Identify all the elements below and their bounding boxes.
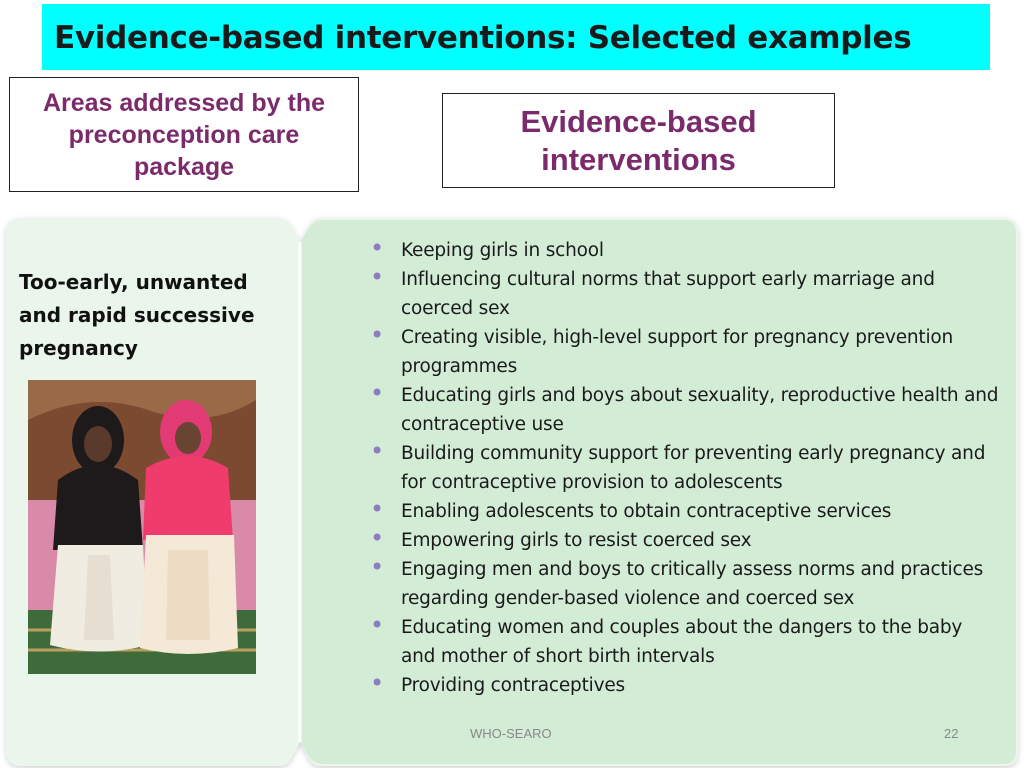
evidence-header-label: Evidence-based interventions	[520, 103, 757, 177]
areas-header-box	[9, 77, 359, 192]
intervention-text: Engaging men and boys to critically assess norms and practices regarding gender-based violence and coerced sex	[401, 559, 984, 609]
areas-header-label: Areas addressed by the preconception care package	[42, 88, 326, 181]
intervention-text: Influencing cultural norms that support early marriage and coerced sex	[401, 269, 935, 319]
interventions-list	[370, 236, 1000, 700]
page-number: 22	[944, 726, 959, 741]
title-bar	[42, 4, 990, 70]
list-item	[370, 323, 1000, 381]
evidence-header-box	[442, 93, 835, 188]
intervention-text: Empowering girls to resist coerced sex	[401, 530, 752, 551]
list-item	[370, 497, 1000, 526]
area-heading: Too-early, unwanted and rapid successive pregnancy	[19, 270, 255, 360]
bullet-icon: •	[370, 437, 384, 465]
list-item	[370, 613, 1000, 671]
list-item	[370, 265, 1000, 323]
intervention-text: Educating girls and boys about sexuality, reproductive health and contraceptive use	[401, 385, 999, 435]
bullet-icon: •	[370, 669, 384, 697]
photo-two-girls	[28, 380, 256, 674]
intervention-text: Educating women and couples about the dangers to the baby and mother of short birth intervals	[401, 617, 963, 667]
list-item	[370, 671, 1000, 700]
slide-title: Evidence-based interventions: Selected examples	[54, 20, 912, 56]
list-item	[370, 526, 1000, 555]
bullet-icon: •	[370, 234, 384, 262]
intervention-text: Enabling adolescents to obtain contraceptive services	[401, 501, 892, 522]
bullet-icon: •	[370, 553, 384, 581]
bullet-icon: •	[370, 263, 384, 291]
bullet-icon: •	[370, 379, 384, 407]
intervention-text: Keeping girls in school	[401, 240, 604, 261]
bullet-icon: •	[370, 611, 384, 639]
bullet-icon: •	[370, 524, 384, 552]
bullet-icon: •	[370, 321, 384, 349]
intervention-text: Building community support for preventing early pregnancy and for contraceptive provision to adolescents	[401, 443, 986, 493]
bullet-icon: •	[370, 495, 384, 523]
intervention-text: Creating visible, high-level support for pregnancy prevention programmes	[401, 327, 954, 377]
list-item	[370, 236, 1000, 265]
list-item	[370, 439, 1000, 497]
footer-source: WHO-SEARO	[470, 726, 552, 741]
list-item	[370, 381, 1000, 439]
intervention-text: Providing contraceptives	[401, 675, 625, 696]
list-item	[370, 555, 1000, 613]
